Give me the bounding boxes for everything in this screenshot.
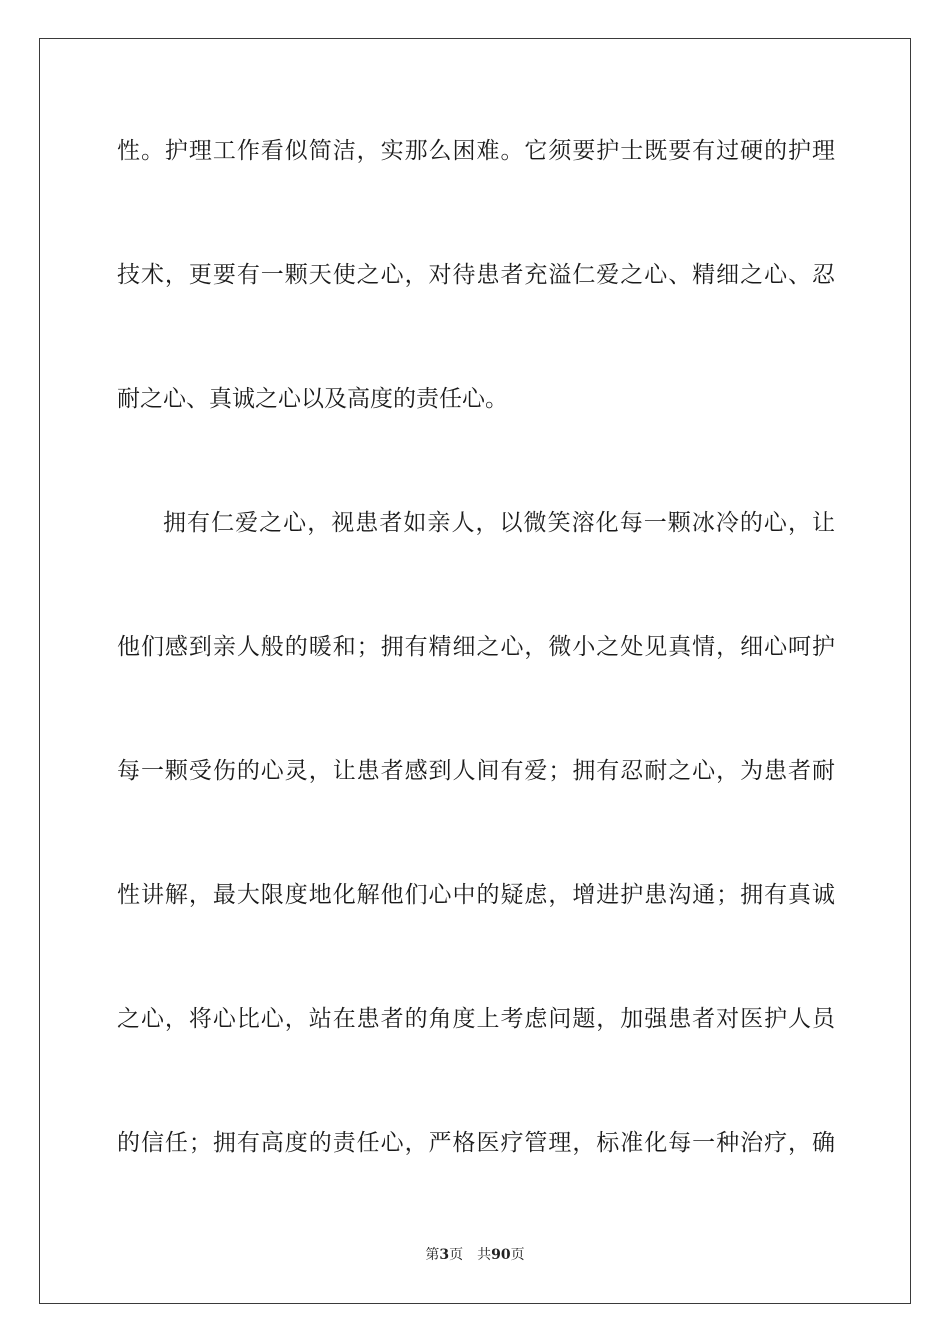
page-footer <box>0 1245 950 1265</box>
paragraph-first-line: 拥有仁爱之心，视患者如亲人，以微笑溶化每一颗冰冷的心，让 <box>163 510 835 536</box>
text-line: 之心，将心比心，站在患者的角度上考虑问题，加强患者对医护人员 <box>117 1006 835 1032</box>
page-number: 3 <box>439 1247 450 1263</box>
text-line: 的信任；拥有高度的责任心，严格医疗管理，标准化每一种治疗，确 <box>117 1130 835 1156</box>
total-suffix: 页 <box>510 1247 525 1263</box>
text-line: 耐之心、真诚之心以及高度的责任心。 <box>117 386 508 412</box>
page-border <box>39 38 911 1304</box>
text-line: 他们感到亲人般的暖和；拥有精细之心，微小之处见真情，细心呵护 <box>117 634 835 660</box>
text-line: 技术，更要有一颗天使之心，对待患者充溢仁爱之心、精细之心、忍 <box>117 262 835 288</box>
page-indicator <box>425 1247 463 1263</box>
page-prefix: 第 <box>425 1247 440 1263</box>
text-line: 每一颗受伤的心灵，让患者感到人间有爱；拥有忍耐之心，为患者耐 <box>117 758 835 784</box>
text-line: 性。护理工作看似简洁，实那么困难。它须要护士既要有过硬的护理 <box>117 138 835 164</box>
total-prefix: 共 <box>477 1247 492 1263</box>
total-pages-indicator <box>477 1247 524 1263</box>
text-line: 性讲解，最大限度地化解他们心中的疑虑，增进护患沟通；拥有真诚 <box>117 882 835 908</box>
page-suffix: 页 <box>449 1247 464 1263</box>
total-pages: 90 <box>491 1247 511 1263</box>
